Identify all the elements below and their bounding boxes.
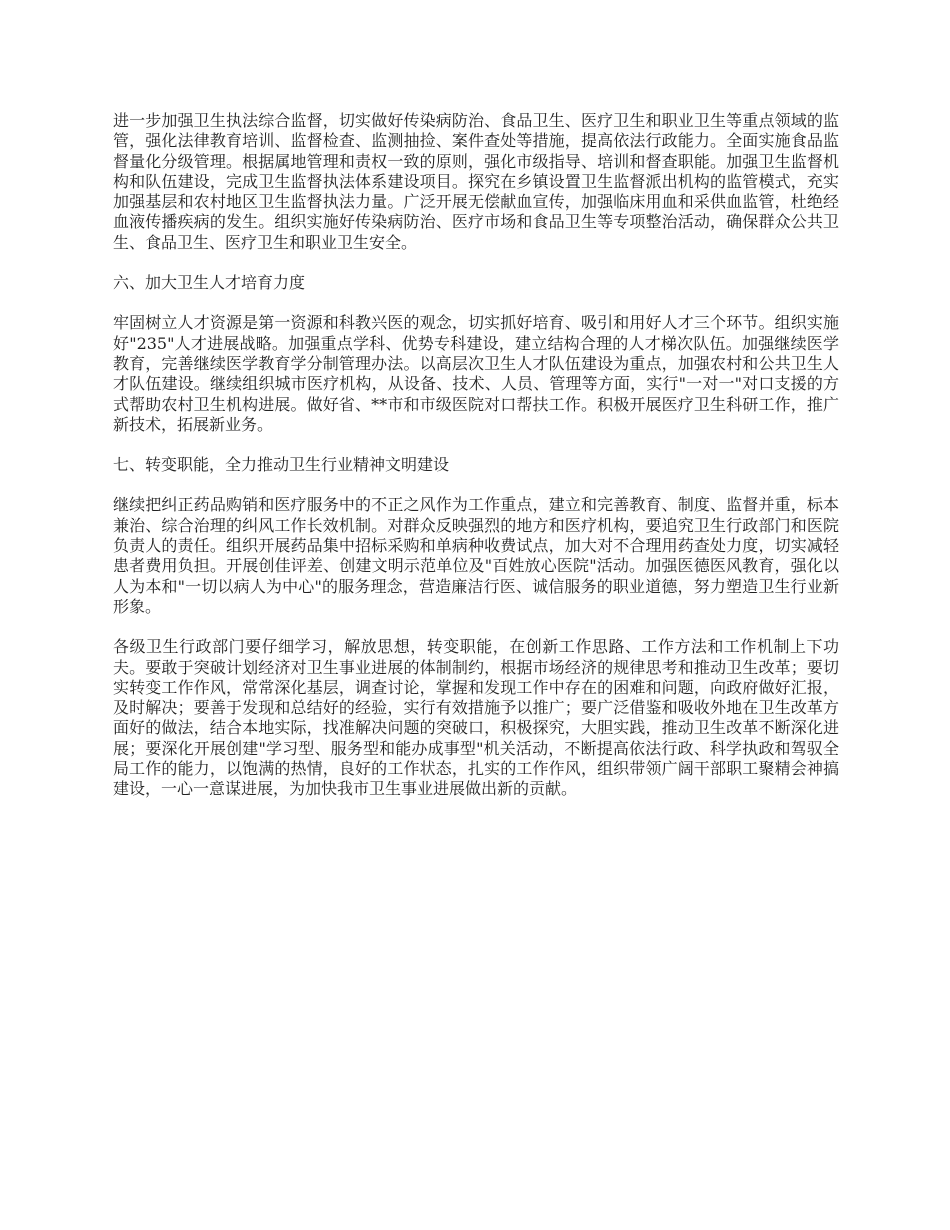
section-heading-talent: 六、加大卫生人才培育力度 [113, 273, 306, 293]
paragraph-ethics: 继续把纠正药品购销和医疗服务中的不正之风作为工作重点，建立和完善教育、制度、监督并重，标本兼治、综合治理的纠风工作长效机制。对群众反映强烈的地方和医疗机构，要追究卫生行政部门和医院负责人的责任。组织开展药品集中招标采购和单病种收费试点，加大对不合理用药查处力度，切实减轻患者费用负担。开展创佳评差、创建文明示范单位及"百姓放心医院"活动。加强医德医风教育，强化以人为本和"一切以病人为中心"的服务理念，营造廉洁行医、诚信服务的职业道德，努力塑造卫生行业新形象。 [113, 495, 839, 616]
document-page [113, 111, 839, 820]
paragraph-supervision: 进一步加强卫生执法综合监督，切实做好传染病防治、食品卫生、医疗卫生和职业卫生等重点领域的监管，强化法律教育培训、监督检查、监测抽捡、案件查处等措施，提高依法行政能力。全面实施食品监督量化分级管理。根据属地管理和责权一致的原则，强化市级指导、培训和督查职能。加强卫生监督机构和队伍建设，完成卫生监督执法体系建设项目。探究在乡镇设置卫生监督派出机构的监管模式，充实加强基层和农村地区卫生监督执法力量。广泛开展无偿献血宣传，加强临床用血和采供血监管，杜绝经血液传播疾病的发生。组织实施好传染病防治、医疗市场和食品卫生等专项整治活动，确保群众公共卫生、食品卫生、医疗卫生和职业卫生安全。 [113, 111, 839, 252]
paragraph-conclusion: 各级卫生行政部门要仔细学习，解放思想，转变职能，在创新工作思路、工作方法和工作机制上下功夫。要敢于突破计划经济对卫生事业进展的体制制约，根据市场经济的规律思考和推动卫生改革；要切实转变工作作风，常常深化基层，调查讨论，掌握和发现工作中存在的困难和问题，向政府做好汇报，及时解决；要善于发现和总结好的经验，实行有效措施予以推广；要广泛借鉴和吸收外地在卫生改革方面好的做法，结合本地实际，找准解决问题的突破口，积极探究，大胆实践，推动卫生改革不断深化进展；要深化开展创建"学习型、服务型和能办成事型"机关活动，不断提高依法行政、科学执政和驾驭全局工作的能力，以饱满的热情，良好的工作状态，扎实的工作作风，组织带领广阔干部职工聚精会神搞建设，一心一意谋进展，为加快我市卫生事业进展做出新的贡献。 [113, 637, 839, 799]
paragraph-talent: 牢固树立人才资源是第一资源和科教兴医的观念，切实抓好培育、吸引和用好人才三个环节。组织实施好"235"人才进展战略。加强重点学科、优势专科建设，建立结构合理的人才梯次队伍。加强继续医学教育，完善继续医学教育学分制管理办法。以高层次卫生人才队伍建设为重点，加强农村和公共卫生人才队伍建设。继续组织城市医疗机构，从设备、技术、人员、管理等方面，实行"一对一"对口支援的方式帮助农村卫生机构进展。做好省、**市和市级医院对口帮扶工作。积极开展医疗卫生科研工作，推广新技术，拓展新业务。 [113, 313, 839, 434]
section-heading-ethics: 七、转变职能，全力推动卫生行业精神文明建设 [113, 455, 450, 475]
